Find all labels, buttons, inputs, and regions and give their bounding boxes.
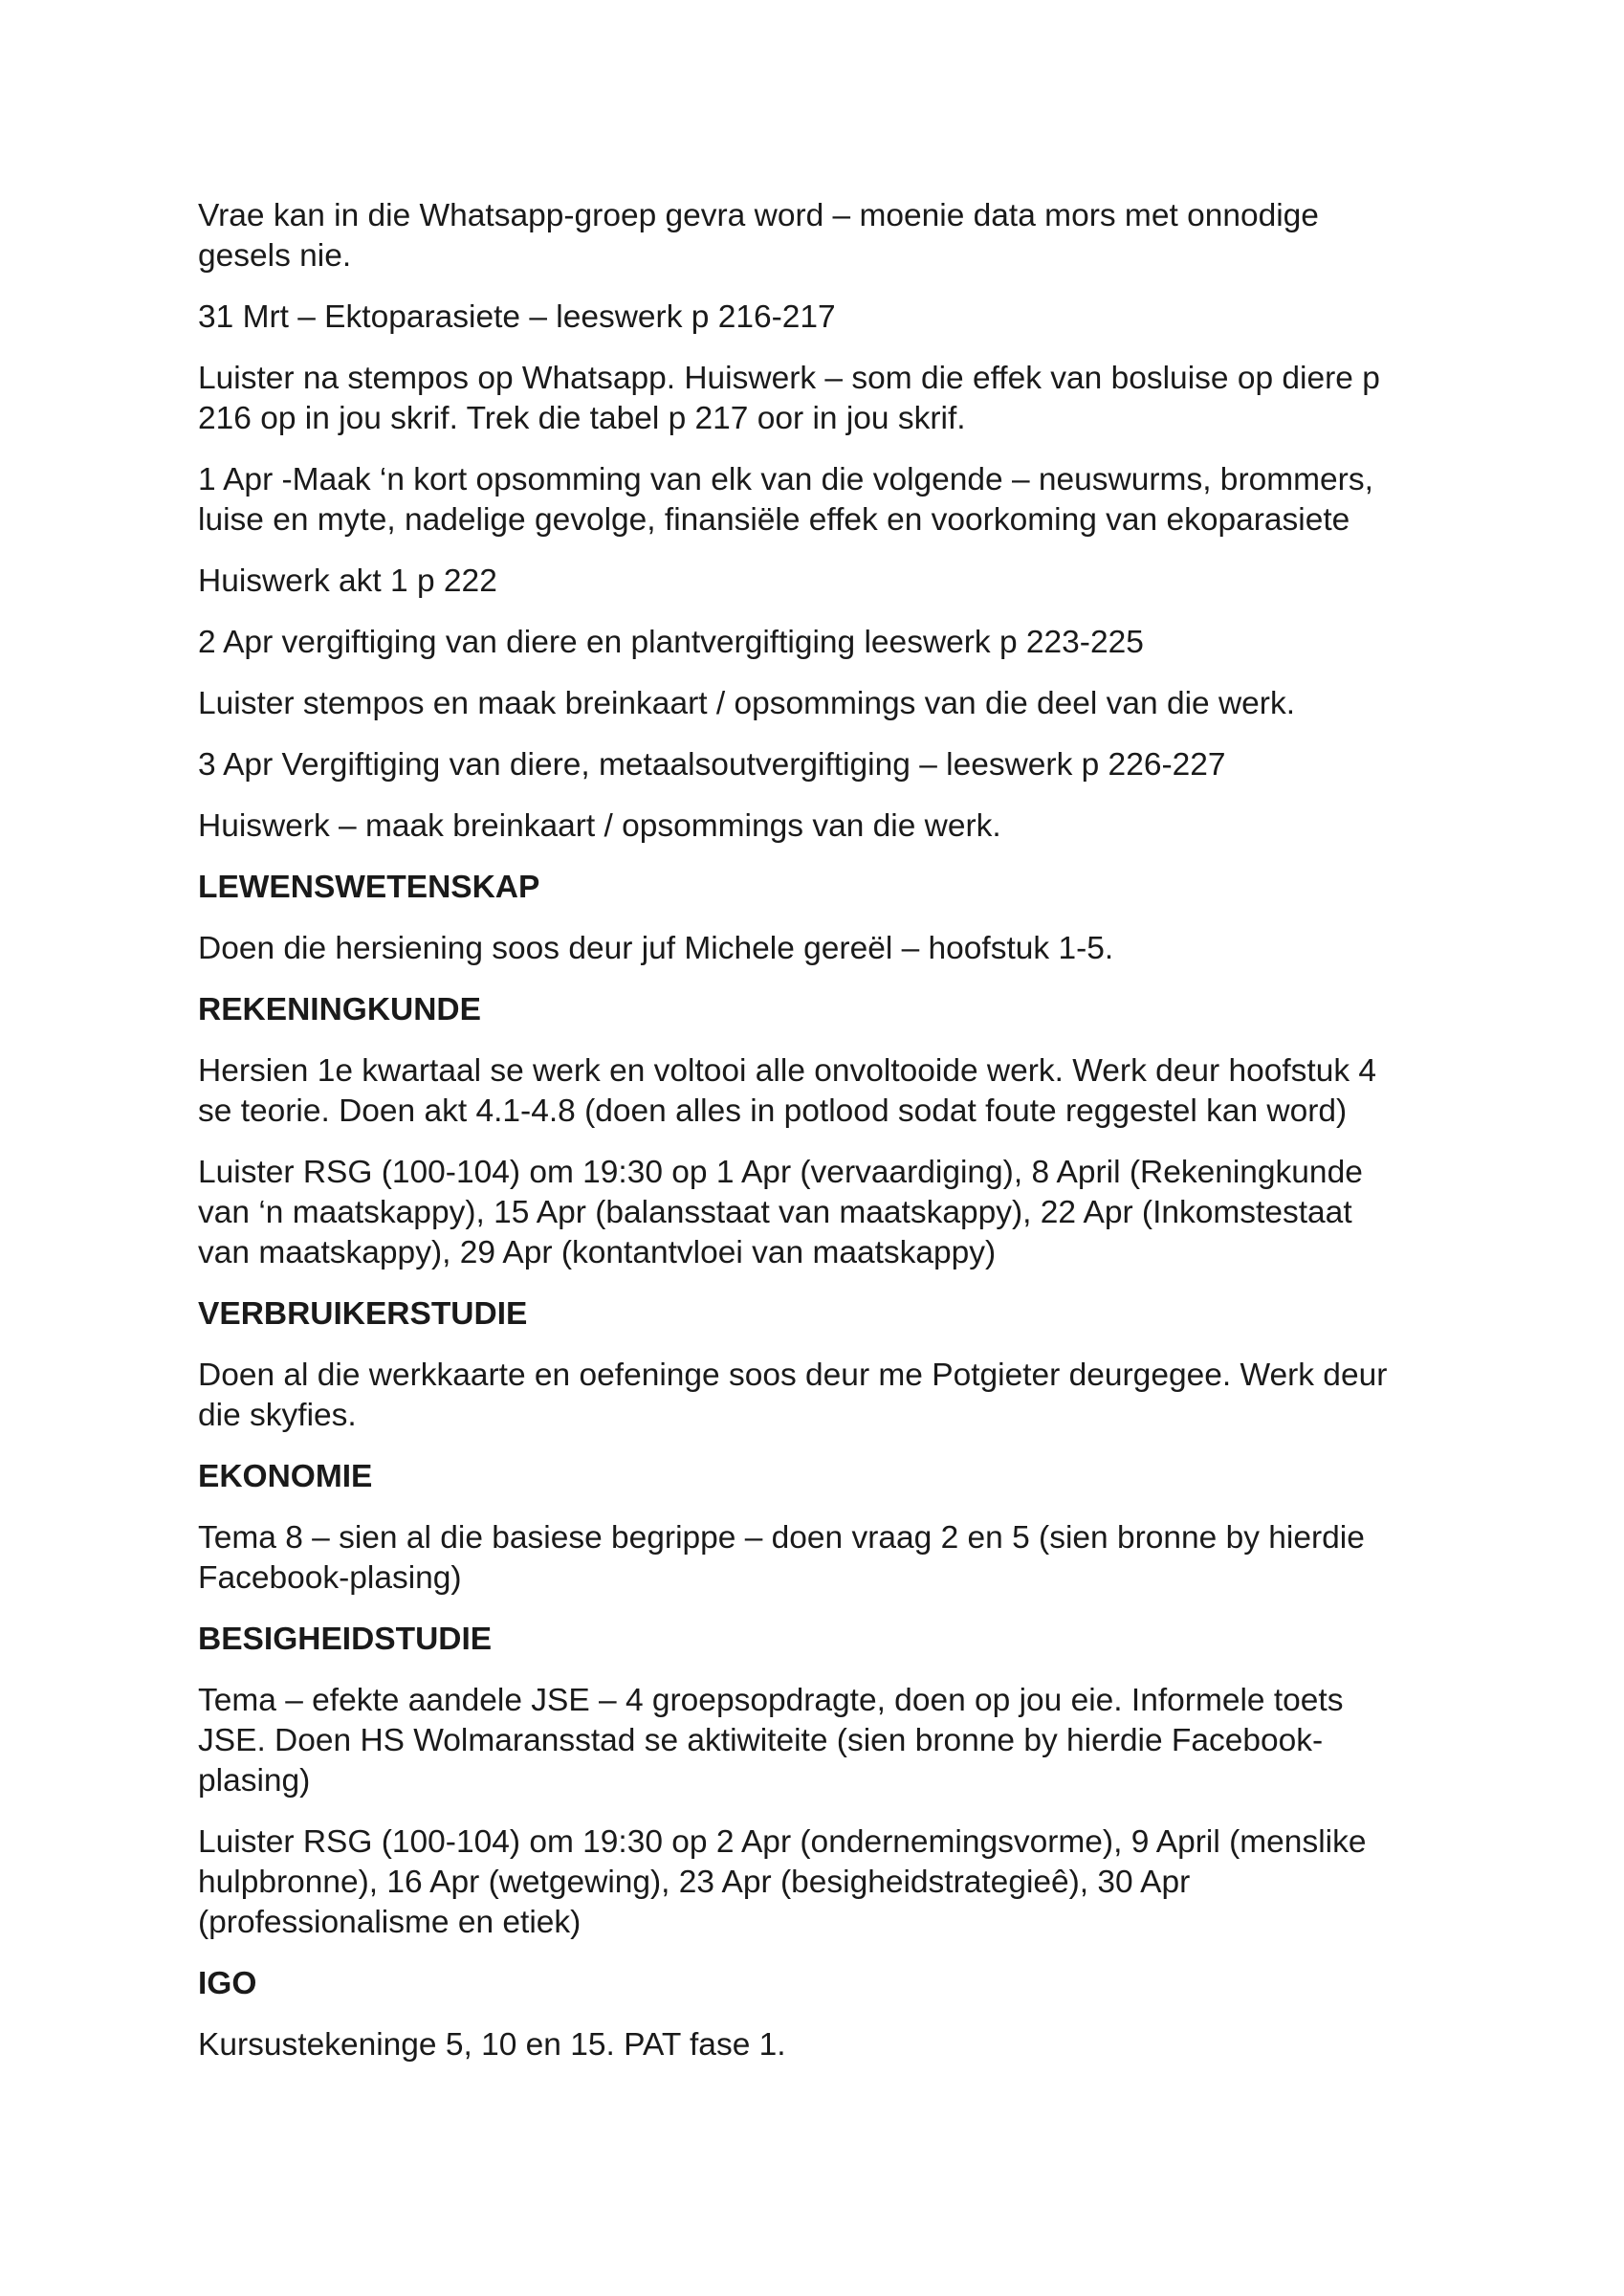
text-line: Luister stempos en maak breinkaart / opsommings van die deel van die werk. — [198, 686, 1296, 721]
text-line: Doen die hersiening soos deur juf Michele gereël – hoofstuk 1-5. — [198, 931, 1114, 966]
text-line: hulpbronne), 16 Apr (wetgewing), 23 Apr (besigheidstrategieê), 30 Apr — [198, 1865, 1191, 1900]
paragraph — [198, 806, 1441, 847]
text-line: REKENINGKUNDE — [198, 992, 481, 1027]
paragraph — [198, 1822, 1441, 1943]
text-line: plasing) — [198, 1763, 311, 1799]
text-line: LEWENSWETENSKAP — [198, 870, 540, 905]
paragraph — [198, 1518, 1441, 1599]
text-line: BESIGHEIDSTUDIE — [198, 1622, 493, 1657]
text-line: (professionalisme en etiek) — [198, 1905, 582, 1940]
text-line: EKONOMIE — [198, 1459, 373, 1494]
paragraph — [198, 196, 1441, 276]
paragraph — [198, 298, 1441, 338]
paragraph — [198, 1356, 1441, 1436]
text-line: Tema – efekte aandele JSE – 4 groepsopdragte, doen op jou eie. Informele toets — [198, 1683, 1344, 1718]
text-line: se teorie. Doen akt 4.1-4.8 (doen alles in potlood sodat foute reggestel kan word) — [198, 1093, 1348, 1129]
text-line: Facebook-plasing) — [198, 1560, 462, 1596]
text-line: 2 Apr vergiftiging van diere en plantvergiftiging leeswerk p 223-225 — [198, 625, 1144, 660]
paragraph — [198, 929, 1441, 969]
text-line: 1 Apr -Maak ‘n kort opsomming van elk van die volgende – neuswurms, brommers, — [198, 462, 1373, 497]
text-line: van ‘n maatskappy), 15 Apr (balansstaat van maatskappy), 22 Apr (Inkomstestaat — [198, 1195, 1352, 1230]
text-line: Kursustekeninge 5, 10 en 15. PAT fase 1. — [198, 2027, 786, 2063]
text-line: 3 Apr Vergiftiging van diere, metaalsoutvergiftiging – leeswerk p 226-227 — [198, 747, 1226, 783]
text-line: Hersien 1e kwartaal se werk en voltooi alle onvoltooide werk. Werk deur hoofstuk 4 — [198, 1053, 1377, 1089]
section-heading — [198, 1294, 1441, 1335]
document-page — [198, 196, 1441, 2086]
paragraph — [198, 1681, 1441, 1801]
text-line: luise en myte, nadelige gevolge, finansiële effek en voorkoming van ekoparasiete — [198, 502, 1350, 538]
text-line: Huiswerk – maak breinkaart / opsommings van die werk. — [198, 808, 1001, 844]
section-heading — [198, 1620, 1441, 1660]
paragraph — [198, 359, 1441, 439]
text-line: Luister RSG (100-104) om 19:30 op 2 Apr (ondernemingsvorme), 9 April (menslike — [198, 1824, 1367, 1860]
paragraph — [198, 562, 1441, 602]
section-heading — [198, 868, 1441, 908]
text-line: Luister na stempos op Whatsapp. Huiswerk – som die effek van bosluise op diere p — [198, 361, 1380, 396]
paragraph — [198, 745, 1441, 785]
text-line: Luister RSG (100-104) om 19:30 op 1 Apr (vervaardiging), 8 April (Rekeningkunde — [198, 1155, 1363, 1190]
paragraph — [198, 460, 1441, 541]
text-line: Doen al die werkkaarte en oefeninge soos deur me Potgieter deurgegee. Werk deur — [198, 1358, 1388, 1393]
text-line: Huiswerk akt 1 p 222 — [198, 563, 497, 599]
paragraph — [198, 623, 1441, 663]
text-line: JSE. Doen HS Wolmaransstad se aktiwiteite (sien bronne by hierdie Facebook- — [198, 1723, 1324, 1758]
text-line: van maatskappy), 29 Apr (kontantvloei van maatskappy) — [198, 1235, 997, 1270]
paragraph — [198, 1051, 1441, 1132]
text-line: die skyfies. — [198, 1398, 357, 1433]
paragraph — [198, 2025, 1441, 2065]
paragraph — [198, 684, 1441, 724]
section-heading — [198, 1964, 1441, 2004]
text-line: IGO — [198, 1966, 257, 2001]
text-line: 31 Mrt – Ektoparasiete – leeswerk p 216-217 — [198, 299, 836, 335]
text-line: Tema 8 – sien al die basiese begrippe – doen vraag 2 en 5 (sien bronne by hierdie — [198, 1520, 1365, 1556]
section-heading — [198, 990, 1441, 1030]
text-line: Vrae kan in die Whatsapp-groep gevra word – moenie data mors met onnodige — [198, 198, 1319, 233]
text-line: gesels nie. — [198, 238, 352, 274]
section-heading — [198, 1457, 1441, 1497]
text-line: 216 op in jou skrif. Trek die tabel p 217 oor in jou skrif. — [198, 401, 966, 436]
paragraph — [198, 1153, 1441, 1273]
text-line: VERBRUIKERSTUDIE — [198, 1296, 528, 1332]
